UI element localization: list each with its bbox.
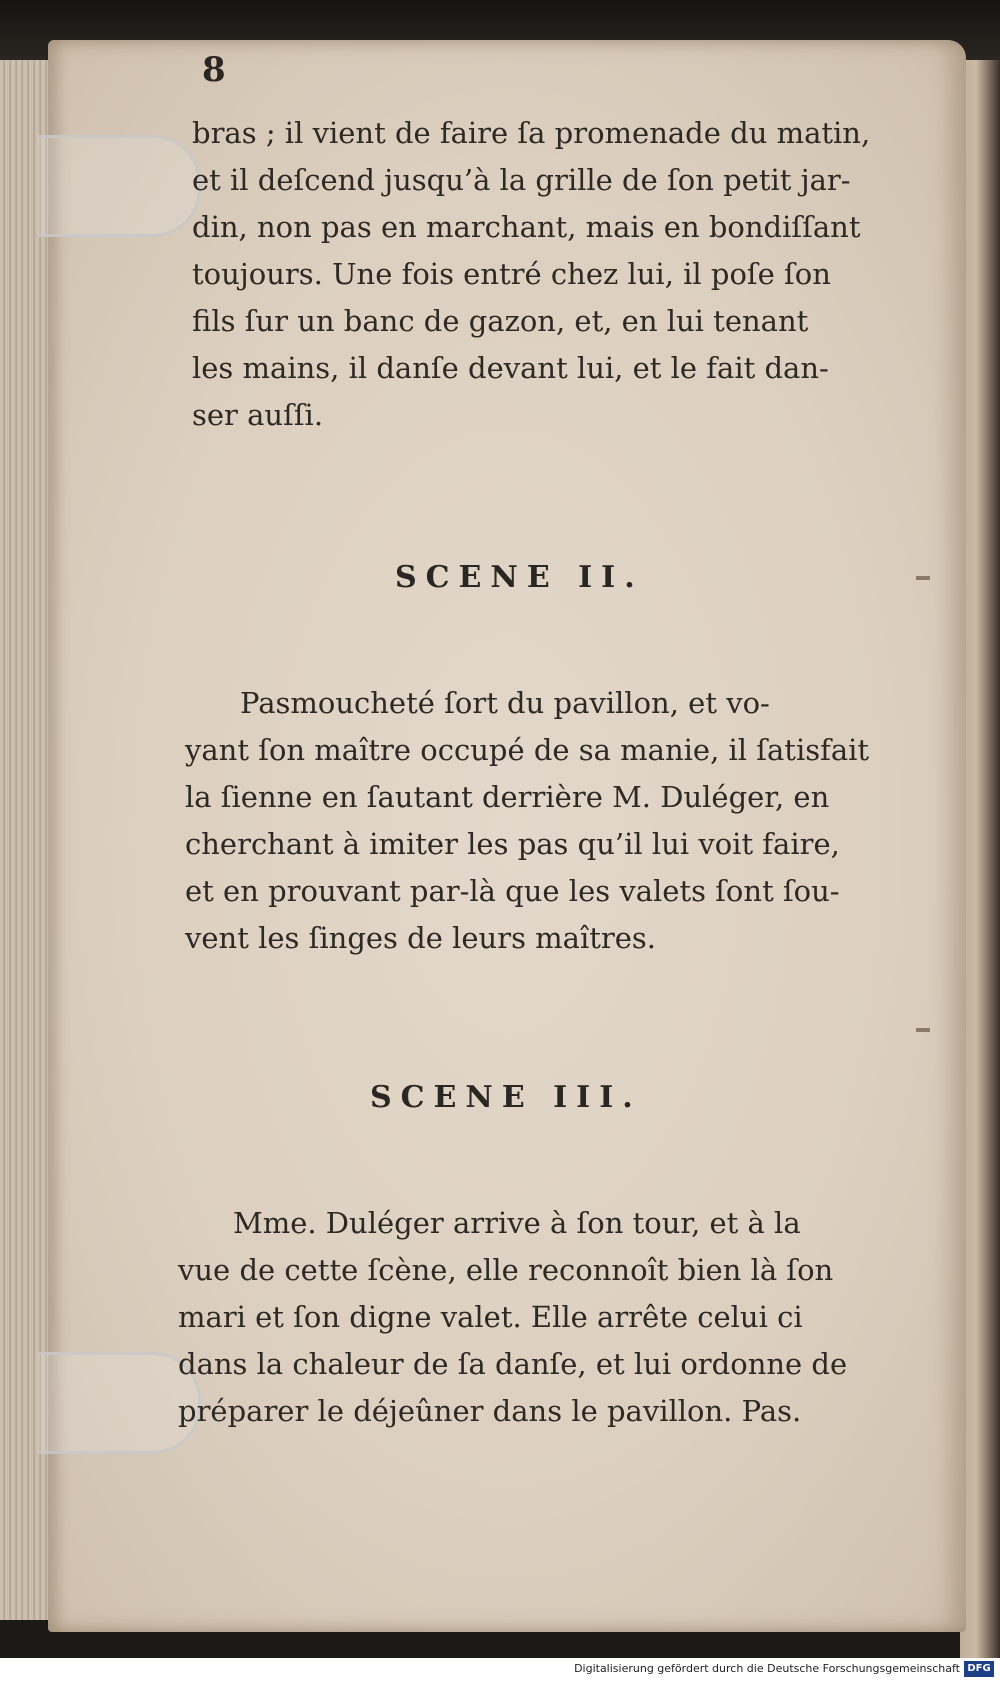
bookmark-clip-top <box>38 135 201 237</box>
text-line: fils ſur un banc de gazon, et, en lui tenant <box>192 304 809 338</box>
stitch-mark <box>916 576 930 580</box>
text-line: cherchant à imiter les pas qu’il lui voit faire, <box>185 827 840 861</box>
text-line: bras ; il vient de faire ſa promenade du matin, <box>192 116 871 150</box>
paragraph-scene-2 <box>185 680 905 962</box>
text-line: Mme. Duléger arrive à ſon tour, et à la <box>233 1206 801 1240</box>
text-line: vue de cette ſcène, elle reconnoît bien là ſon <box>178 1253 834 1287</box>
text-line: din, non pas en marchant, mais en bondiſſant <box>192 210 861 244</box>
page-number: 8 <box>202 50 226 90</box>
text-line: et il deſcend jusqu’à la grille de ſon petit jar- <box>192 163 851 197</box>
bookmark-clip-bottom <box>38 1352 201 1454</box>
dfg-logo: DFG <box>964 1661 994 1677</box>
paragraph-scene-3 <box>178 1200 898 1435</box>
book-spine-edge <box>960 60 1000 1660</box>
text-line: ser auſſi. <box>192 398 324 432</box>
text-line: et en prouvant par-là que les valets ſont ſou- <box>185 874 840 908</box>
text-line: vent les ſinges de leurs maîtres. <box>185 921 657 955</box>
text-line: préparer le déjeûner dans le pavillon. Pas. <box>178 1394 802 1428</box>
text-line: toujours. Une fois entré chez lui, il poſe ſon <box>192 257 831 291</box>
scene-2-heading: SCENE II. <box>395 560 644 595</box>
stitch-mark <box>916 1028 930 1032</box>
text-line: yant ſon maître occupé de sa manie, il ſatisfait <box>185 733 870 767</box>
text-line: mari et ſon digne valet. Elle arrête celui ci <box>178 1300 803 1334</box>
digitization-credit: Digitalisierung gefördert durch die Deutsche Forschungsgemeinschaft <box>574 1662 960 1675</box>
text-line: Pasmoucheté ſort du pavillon, et vo- <box>240 686 770 720</box>
text-line: dans la chaleur de ſa danſe, et lui ordonne de <box>178 1347 848 1381</box>
text-line: les mains, il danſe devant lui, et le fait dan- <box>192 351 829 385</box>
paragraph-intro <box>192 110 912 439</box>
scene-3-heading: SCENE III. <box>370 1080 642 1115</box>
text-line: la ſienne en ſautant derrière M. Duléger, en <box>185 780 830 814</box>
